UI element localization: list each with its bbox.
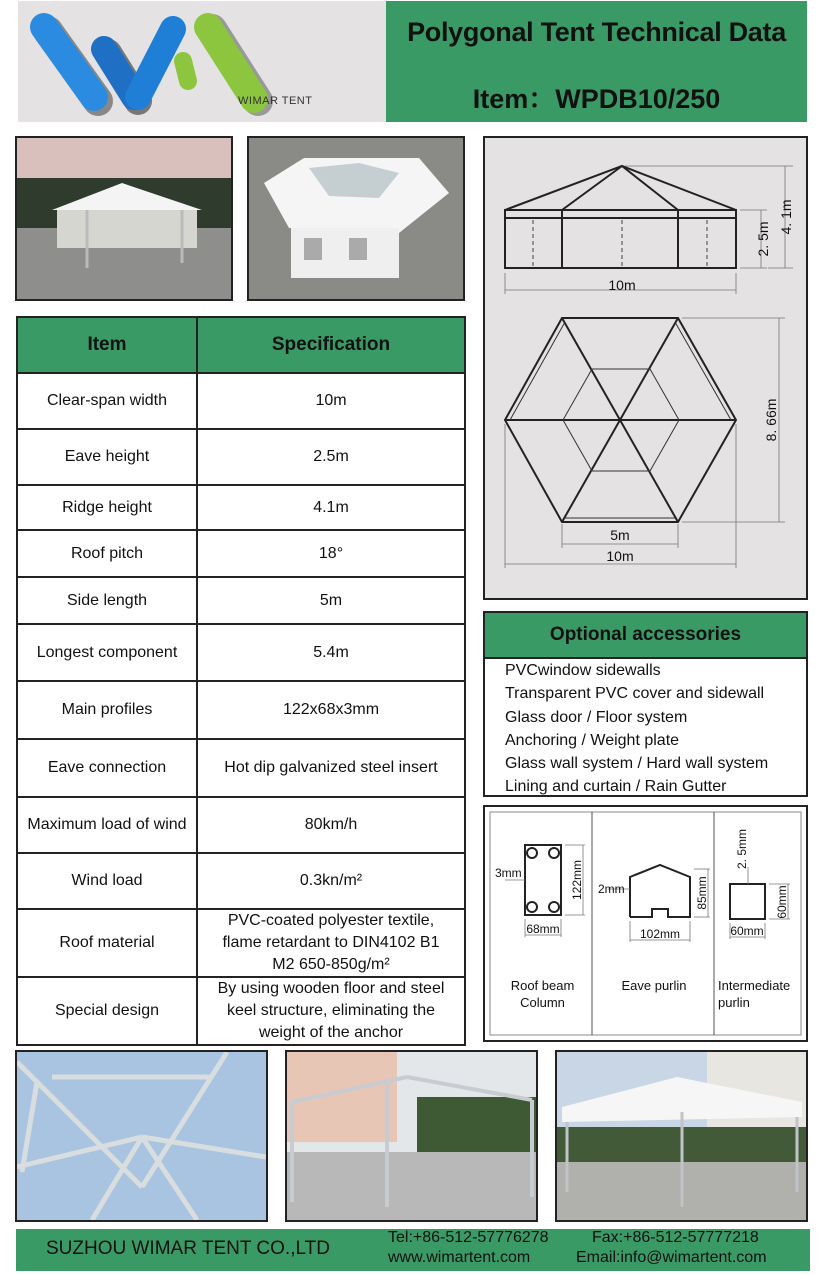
logo-panel [18,1,386,122]
row-spec: Hot dip galvanized steel insert [197,739,465,797]
fax: Fax:+86-512-57777218 [592,1229,759,1246]
eave-purlin-width-label: 102mm [639,927,681,941]
table-row [17,909,465,977]
wimar-logo-icon [18,1,386,122]
row-spec: 0.3kn/m² [197,853,465,909]
row-spec: 4.1m [197,485,465,530]
intermediate-purlin-label [718,977,808,1011]
accessories-title: Optional accessories [485,613,806,659]
column-header-item: Item [17,317,197,373]
plan-side-label: 5m [610,527,630,543]
frame-photo-icon [287,1052,536,1220]
row-item: Side length [17,577,197,624]
table-row [17,797,465,853]
list-item: Glass door / Floor system [505,708,688,726]
frame-photo-icon [17,1052,266,1220]
profile-name: Intermediate [718,978,791,993]
row-spec: 122x68x3mm [197,681,465,739]
table-row [17,977,465,1045]
tent-photo-icon [557,1052,806,1220]
row-item: Roof material [17,909,197,977]
table-row [17,853,465,909]
roof-beam-label [495,977,590,1011]
roof-beam-profile-icon [525,845,561,915]
intermediate-purlin-profile-icon [730,884,765,919]
photo-tent-aerial [247,136,465,301]
tent-photo-icon [249,138,463,299]
row-item: Eave connection [17,739,197,797]
website-link[interactable]: www.wimartent.com [388,1249,531,1266]
profiles-panel [483,805,808,1042]
title-banner [386,1,807,122]
table-row [17,429,465,485]
row-spec: 80km/h [197,797,465,853]
list-item: Glass wall system / Hard wall system [505,755,769,773]
row-spec: 10m [197,373,465,429]
tent-elevation-plan-drawing [485,138,806,598]
footer-bar [16,1229,810,1271]
item-code: Item：WPDB10/250 [472,84,721,114]
plan-width-label: 10m [606,548,634,564]
logo-text: WIMAR TENT [238,95,313,107]
table-row [17,739,465,797]
intermediate-purlin-width-label: 60mm [730,924,764,938]
eave-purlin-thickness-label: 2mm [598,882,625,896]
table-row [17,577,465,624]
accessories-list [505,659,768,799]
page-title: Polygonal Tent Technical Data [407,17,786,47]
email-link[interactable]: Email:info@wimartent.com [576,1249,767,1266]
list-item: Lining and curtain / Rain Gutter [505,778,727,796]
company-name: SUZHOU WIMAR TENT CO.,LTD [46,1238,330,1259]
column-header-specification: Specification [197,317,465,373]
list-item: Anchoring / Weight plate [505,731,680,749]
row-spec: 5m [197,577,465,624]
row-item: Maximum load of wind [17,797,197,853]
profile-name: purlin [718,995,750,1010]
row-item: Eave height [17,429,197,485]
list-item: PVCwindow sidewalls [505,662,661,679]
intermediate-purlin-height-label: 60mm [775,885,789,919]
row-item: Clear-span width [17,373,197,429]
photo-frame-sky [15,1050,268,1222]
profile-name: Column [520,995,565,1010]
table-row [17,681,465,739]
tent-photo-icon [17,138,231,299]
list-item: Transparent PVC cover and sidewall [505,685,765,703]
row-item: Main profiles [17,681,197,739]
row-spec: By using wooden floor and steel keel structure, eliminating the weight of the anchor [197,977,465,1045]
accessories-panel [483,611,808,797]
row-item: Roof pitch [17,530,197,577]
row-item: Longest component [17,624,197,681]
roof-beam-height-label: 122mm [570,859,584,901]
row-spec: PVC-coated polyester textile, flame retardant to DIN4102 B1 M2 650-850g/m² [197,909,465,977]
photo-tent-sidewalls [15,136,233,301]
table-row [17,530,465,577]
row-spec: 5.4m [197,624,465,681]
photo-tent-install [555,1050,808,1222]
spec-table [16,316,466,1046]
elevation-width-label: 10m [608,277,636,293]
photo-frame-structure [285,1050,538,1222]
row-item: Wind load [17,853,197,909]
eave-height-label: 2. 5m [755,221,771,257]
eave-purlin-profile-icon [630,865,690,917]
profile-name: Eave purlin [621,978,687,993]
table-row [17,485,465,530]
table-row [17,373,465,429]
plan-view [505,318,736,522]
spec-table-header [17,317,465,373]
roof-beam-thickness-label: 3mm [495,866,522,880]
elevation-view [505,166,736,268]
profile-name: Roof beam [510,978,575,993]
row-spec: 2.5m [197,429,465,485]
plan-depth-label: 8. 66m [763,398,779,442]
telephone: Tel:+86-512-57776278 [388,1229,549,1246]
ridge-height-label: 4. 1m [778,199,794,235]
eave-purlin-label [595,977,713,994]
roof-beam-width-label: 68mm [526,922,560,936]
row-spec: 18° [197,530,465,577]
eave-purlin-height-label: 85mm [695,876,709,910]
table-row [17,624,465,681]
row-item: Ridge height [17,485,197,530]
row-item: Special design [17,977,197,1045]
tent-drawing-panel [483,136,808,600]
intermediate-purlin-thickness-label: 2. 5mm [735,828,749,870]
